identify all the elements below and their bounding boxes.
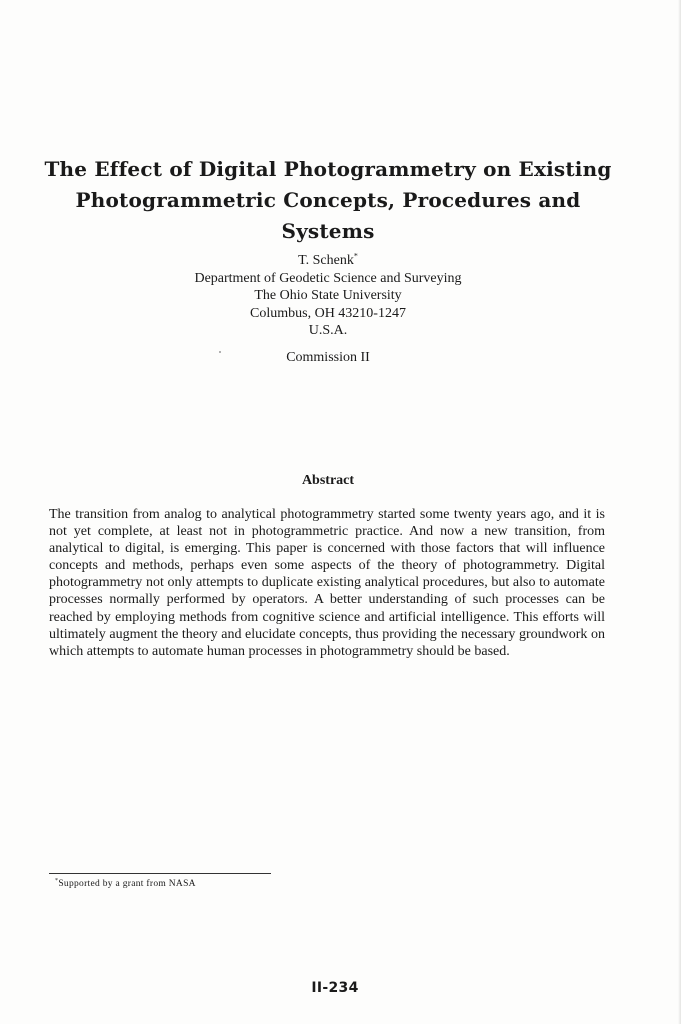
author-footnote-mark: * xyxy=(353,251,358,261)
scan-speck xyxy=(219,351,221,353)
author-block xyxy=(130,252,526,340)
affiliation-city: Columbus, OH 43210-1247 xyxy=(250,305,406,321)
paper-title xyxy=(40,154,616,247)
abstract-paragraph: The transition from analog to analytical photogrammetry started some twenty years ago, and it is not yet complete, at least not in photogrammetric practice. And now a new transition, from analytical to digital, is emerging. This paper is concerned with those factors that will influence concepts and methods, perhaps even some aspects of the theory of photogrammetry. Digital photogrammetry not only attempts to duplicate existing analytical procedures, but also to automate processes normally performed by operators. A better understanding of such processes can be reached by employing methods from cognitive science and artificial intelligence. This efforts will ultimately augment the theory and elucidate concepts, thus providing the necessary groundwork on which attempts to automate human processes in photogrammetry should be based. xyxy=(49,507,605,659)
footnote xyxy=(55,878,355,890)
author-name xyxy=(130,252,526,270)
affiliation-university: The Ohio State University xyxy=(254,288,402,303)
footnote-divider xyxy=(49,873,271,874)
title-line-3: Systems xyxy=(281,219,375,243)
affiliation-department: Department of Geodetic Science and Surveying xyxy=(194,270,462,286)
author-name-text: T. Schenk xyxy=(298,253,354,268)
affiliation-country: U.S.A. xyxy=(308,323,348,338)
page-number: II-234 xyxy=(311,980,359,996)
title-line-1: The Effect of Digital Photogrammetry on Existing xyxy=(44,157,612,181)
footnote-mark: * xyxy=(55,877,59,884)
title-line-2: Photogrammetric Concepts, Procedures and xyxy=(75,188,581,212)
abstract-heading: Abstract xyxy=(301,473,355,488)
commission-label: Commission II xyxy=(286,350,370,365)
footnote-text: Supported by a grant from NASA xyxy=(58,879,196,889)
